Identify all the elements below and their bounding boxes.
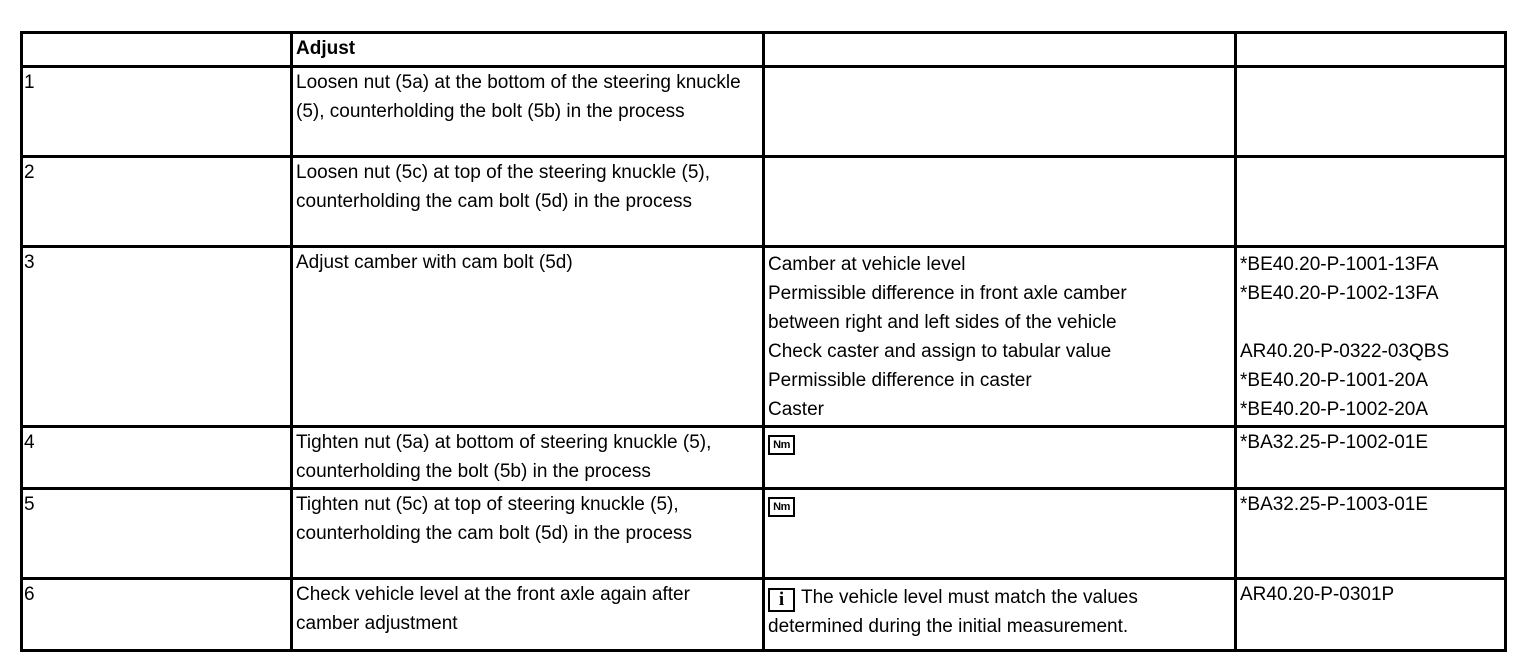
step-action: Loosen nut (5c) at top of the steering knuckle (5), counterholding the cam bolt (5d) in the process [292, 157, 764, 247]
step-notes [764, 427, 1236, 489]
step-notes [764, 489, 1236, 579]
note-line: Permissible difference in front axle camber [768, 283, 1127, 304]
torque-nm-icon[interactable]: Nm [768, 497, 795, 517]
table-row [22, 247, 1506, 427]
step-notes [764, 157, 1236, 247]
step-refs [1236, 157, 1506, 247]
header-cell-refs [1236, 33, 1506, 67]
step-refs [1236, 427, 1506, 489]
reference-spacer [1240, 308, 1500, 337]
step-refs [1236, 67, 1506, 157]
reference-link[interactable]: AR40.20-P-0301P [1240, 584, 1395, 605]
torque-nm-icon[interactable]: Nm [768, 435, 795, 455]
table-row [22, 67, 1506, 157]
step-action: Tighten nut (5c) at top of steering knuckle (5), counterholding the cam bolt (5d) in the process [292, 489, 764, 579]
step-refs [1236, 489, 1506, 579]
note-line: between right and left sides of the vehicle [768, 312, 1117, 333]
reference-link[interactable]: *BE40.20-P-1002-20A [1240, 399, 1429, 420]
header-cell-step [22, 33, 292, 67]
step-notes [764, 247, 1236, 427]
step-number: 5 [22, 489, 292, 579]
step-refs [1236, 579, 1506, 651]
reference-link[interactable]: *BA32.25-P-1003-01E [1240, 494, 1429, 515]
table-row [22, 489, 1506, 579]
header-title: Adjust [296, 38, 356, 59]
step-number: 2 [22, 157, 292, 247]
procedure-table [20, 31, 1507, 652]
step-action: Check vehicle level at the front axle again after camber adjustment [292, 579, 764, 651]
table-row [22, 579, 1506, 651]
note-line: Check caster and assign to tabular value [768, 341, 1112, 362]
step-number: 1 [22, 67, 292, 157]
reference-link[interactable]: *BE40.20-P-1001-13FA [1240, 254, 1439, 275]
note-line: Caster [768, 399, 824, 420]
step-action: Loosen nut (5a) at the bottom of the steering knuckle (5), counterholding the bolt (5b) in the process [292, 67, 764, 157]
step-number: 3 [22, 247, 292, 427]
header-cell-adjust [292, 33, 764, 67]
step-action: Adjust camber with cam bolt (5d) [292, 247, 764, 427]
reference-link[interactable]: AR40.20-P-0322-03QBS [1240, 341, 1450, 362]
note-line: Permissible difference in caster [768, 370, 1032, 391]
step-action: Tighten nut (5a) at bottom of steering knuckle (5), counterholding the bolt (5b) in the process [292, 427, 764, 489]
step-number: 6 [22, 579, 292, 651]
header-cell-notes [764, 33, 1236, 67]
info-icon: i [768, 588, 795, 612]
step-notes [764, 67, 1236, 157]
info-note: The vehicle level must match the values determined during the initial measurement. [768, 587, 1138, 637]
reference-link[interactable]: *BE40.20-P-1001-20A [1240, 370, 1429, 391]
step-number: 4 [22, 427, 292, 489]
table-row [22, 427, 1506, 489]
table-row [22, 157, 1506, 247]
note-line: Camber at vehicle level [768, 254, 966, 275]
step-notes [764, 579, 1236, 651]
step-refs [1236, 247, 1506, 427]
reference-link[interactable]: *BA32.25-P-1002-01E [1240, 432, 1429, 453]
reference-link[interactable]: *BE40.20-P-1002-13FA [1240, 283, 1439, 304]
table-header-row [22, 33, 1506, 67]
